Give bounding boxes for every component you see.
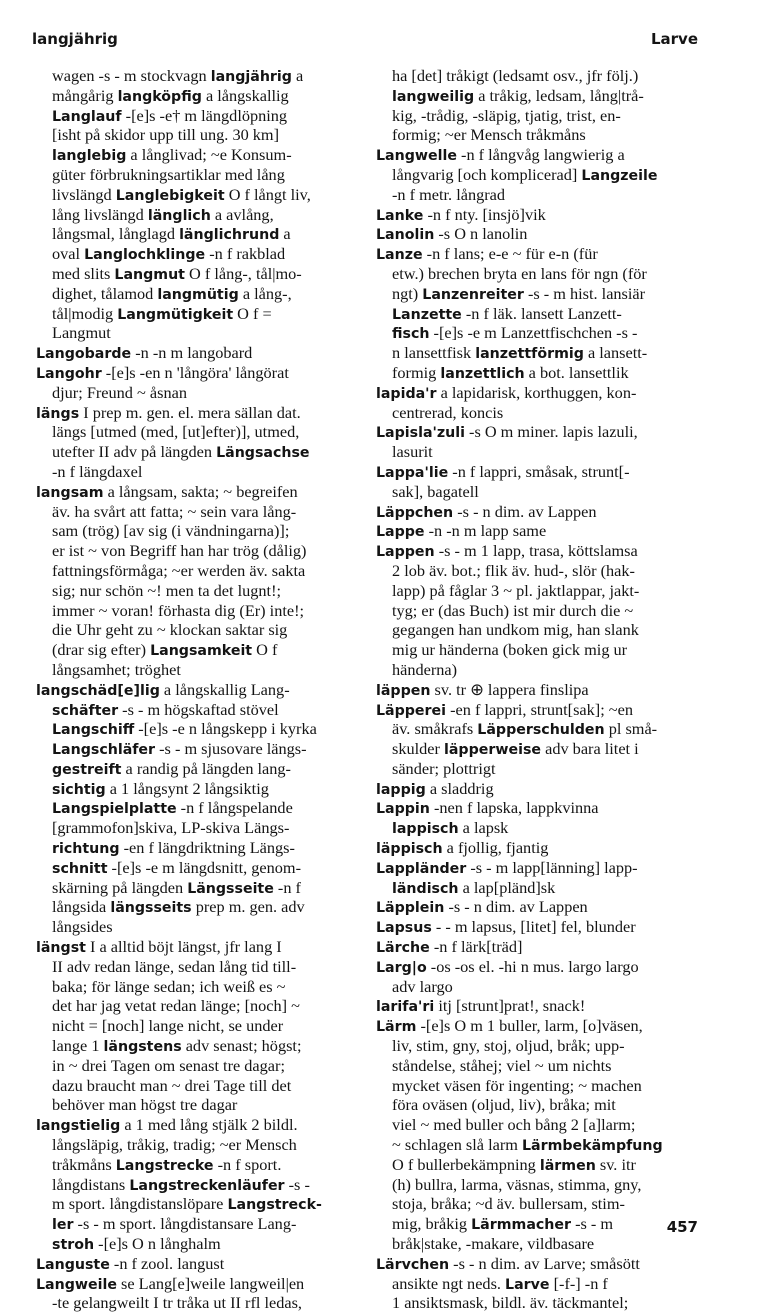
entry-line: tål|modig Langmütigkeit O f = (52, 303, 272, 323)
entry-line: -n f metr. långrad (392, 184, 506, 204)
entry-line: dighet, tålamod langmütig a lång-, (52, 283, 292, 303)
entry-line: mig, bråkig Lärmmacher -s - m (392, 1214, 614, 1234)
entry-line: Lärvchen -s - n dim. av Larve; småsött (376, 1253, 640, 1273)
entry-line: läppisch a fjollig, fjantig (376, 838, 549, 858)
entry-line: långdistans Langstreckenläufer -s - (52, 1174, 310, 1194)
entry-line: güter förbrukningsartiklar med lång (52, 164, 285, 184)
entry-line: ~ schlagen slå larm Lärmbekämpfung (392, 1135, 663, 1155)
entry-line: -te gelangweilt I tr tråka ut II rfl ledas, (52, 1293, 302, 1313)
entry-line: die Uhr geht zu ~ klockan saktar sig (52, 620, 288, 640)
entry-line: ha [det] tråkigt (ledsamt osv., jfr följ.) (392, 66, 639, 85)
entry-line: (h) bullra, larma, väsnas, stimma, gny, (392, 1174, 642, 1194)
entry-line: [grammofon]skiva, LP-skiva Längs- (52, 818, 290, 838)
entry-line: in ~ drei Tagen om senast tre dagar; (52, 1055, 285, 1075)
entry-line: lång livslängd länglich a avlång, (52, 204, 274, 224)
running-head-first-entry: langjährig (32, 30, 118, 48)
entry-line: Langohr -[e]s -en n 'långöra' långörat (36, 362, 289, 382)
entry-line: stroh -[e]s O n långhalm (52, 1234, 221, 1254)
entry-line: Langobarde -n -n m langobard (36, 343, 253, 363)
entry-line: mångårig langköpfig a långskallig (52, 85, 289, 105)
entry-line: tråkmåns Langstrecke -n f sport. (52, 1154, 282, 1174)
entry-line: larifa'ri itj [strunt]prat!, snack! (376, 996, 586, 1016)
entry-line: Languste -n f zool. langust (36, 1253, 225, 1273)
entry-line: II adv redan länge, sedan lång tid till- (52, 956, 297, 976)
entry-line: lapp) på fåglar 3 ~ pl. jaktlappar, jakt- (392, 580, 640, 600)
entry-line: ländisch a lap[pländ]sk (392, 877, 556, 897)
entry-line: bråk|stake, -makare, vildbasare (392, 1234, 595, 1254)
page-number: 457 (666, 1218, 698, 1236)
entry-line: kig, -trådig, -släpig, tjatig, trist, en- (392, 105, 621, 125)
entry-line: läppen sv. tr ⊕ lappera finslipa (376, 679, 589, 699)
entry-line: sänder; plottrigt (392, 758, 496, 778)
entry-line: sam (trög) [av sig (i vändningarna)]; (52, 521, 290, 541)
entry-line: Lappa'lie -n f lappri, småsak, strunt[- (376, 461, 630, 481)
entry-line: etw.) brechen bryta en lans för ngn (för (392, 263, 647, 283)
entry-line: äv. småkrafs Läpperschulden pl små- (392, 719, 658, 739)
entry-line: centrerad, koncis (392, 402, 504, 422)
entry-line: formig lanzettlich a bot. lansettlik (392, 362, 629, 382)
entry-line: Lappländer -s - m lapp[länning] lapp- (376, 857, 638, 877)
entry-line: behöver man högst tre dagar (52, 1095, 238, 1115)
entry-line: Langlauf -[e]s -e† m längdlöpning (52, 105, 288, 125)
entry-line: Lärche -n f lärk[träd] (376, 937, 523, 957)
entry-line: Läppchen -s - n dim. av Lappen (376, 501, 597, 521)
entry-line: adv largo (392, 976, 453, 996)
entry-line: Lapisla'zuli -s O m miner. lapis lazuli, (376, 422, 638, 442)
entry-line: lasurit (392, 442, 433, 462)
entry-line: äv. ha svårt att fatta; ~ sein vara lång- (52, 501, 297, 521)
entry-line: Lanze -n f lans; e-e ~ für e-n (für (376, 244, 598, 264)
entry-line: wagen -s - m stockvagn langjährig a (52, 66, 304, 85)
entry-line: schnitt -[e]s -e m längdsnitt, genom- (52, 857, 301, 877)
entry-line: langlebig a långlivad; ~e Konsum- (52, 145, 292, 165)
entry-line: er ist ~ von Begriff han har trög (dålig) (52, 541, 307, 561)
entry-line: Lanke -n f nty. [insjö]vik (376, 204, 546, 224)
entry-line: långsida längsseits prep m. gen. adv (52, 897, 305, 917)
entry-line: richtung -en f längdriktning Längs- (52, 838, 295, 858)
entry-line: ståndelse, ståhej; viel ~ um nichts (392, 1055, 612, 1075)
entry-line: baka; för länge sedan; ich weiß es ~ (52, 976, 286, 996)
entry-line: gestreift a randig på längden lang- (52, 758, 291, 778)
entry-line: 1 ansiktsmask, bildl. äv. täckmantel; (392, 1293, 629, 1313)
entry-line: schäfter -s - m högskaftad stövel (52, 699, 279, 719)
entry-line: [isht på skidor upp till ung. 30 km] (52, 125, 280, 145)
entry-line: ngt) Lanzenreiter -s - m hist. lansiär (392, 283, 646, 303)
entry-line: (drar sig efter) Langsamkeit O f (52, 640, 278, 660)
entry-line: Lappe -n -n m lapp same (376, 521, 547, 541)
entry-line: längst I a alltid böjt längst, jfr lang I (36, 937, 282, 957)
entry-line: längs [utmed (med, [ut]efter)], utmed, (52, 422, 300, 442)
entry-line: oval Langlochklinge -n f rakblad (52, 244, 286, 264)
entry-line: nicht = [noch] lange nicht, se under (52, 1016, 284, 1036)
entry-line: längs I prep m. gen. el. mera sällan dat. (36, 402, 301, 422)
entry-line: 2 lob äv. bot.; flik äv. hud-, slör (hak- (392, 560, 635, 580)
running-head-last-entry: Larve (650, 30, 698, 48)
entry-line: lappisch a lapsk (392, 818, 509, 838)
entry-line: langstielig a 1 med lång stjälk 2 bildl. (36, 1115, 298, 1135)
entry-line: med slits Langmut O f lång-, tål|mo- (52, 263, 302, 283)
entry-line: långvarig [och komplicerad] Langzeile (392, 164, 658, 184)
entry-line: Lanolin -s O n lanolin (376, 224, 528, 244)
entry-line: Lappen -s - m 1 lapp, trasa, köttslamsa (376, 541, 638, 561)
entry-line: Larg|o -os -os el. -hi n mus. largo largo (376, 956, 639, 976)
entry-line: Langschläfer -s - m sjusovare längs- (52, 739, 307, 759)
entry-line: n lansettfisk lanzettförmig a lansett- (392, 343, 648, 363)
entry-line: Langwelle -n f långvåg langwierig a (376, 145, 625, 165)
entry-line: livslängd Langlebigkeit O f långt liv, (52, 184, 311, 204)
entry-line: dazu braucht man ~ drei Tage till det (52, 1075, 292, 1095)
entry-line: fattningsförmåga; ~er werden äv. sakta (52, 560, 306, 580)
entry-line: djur; Freund ~ åsnan (52, 382, 187, 402)
entry-line: immer ~ voran! förhasta dig (Er) inte!; (52, 600, 305, 620)
entry-line: Lapsus - - m lapsus, [litet] fel, blunder (376, 917, 636, 937)
entry-line: sig; nur schön ~! men ta det lugnt!; (52, 580, 282, 600)
entry-line: mycket väsen för ingenting; ~ machen (392, 1075, 642, 1095)
entry-line: Lappin -nen f lapska, lappkvinna (376, 798, 599, 818)
entry-line: gegangen han undkom mig, han slank (392, 620, 639, 640)
entry-line: O f bullerbekämpning lärmen sv. itr (392, 1154, 636, 1174)
entry-line: lange 1 längstens adv senast; högst; (52, 1036, 302, 1056)
entry-line: händerna) (392, 659, 458, 679)
entry-line: fisch -[e]s -e m Lanzettfischchen -s - (392, 323, 638, 343)
entry-line: Lärm -[e]s O m 1 buller, larm, [o]väsen, (376, 1016, 643, 1036)
entry-line: langweilig a tråkig, ledsam, lång|trå- (392, 85, 644, 105)
entry-line: formig; ~er Mensch tråkmåns (392, 125, 586, 145)
entry-line: Langweile se Lang[e]weile langweil|en (36, 1273, 305, 1293)
entry-line: Langschiff -[e]s -e n långskepp i kyrka (52, 719, 317, 739)
entry-line: långsides (52, 917, 113, 937)
running-head (32, 30, 698, 52)
entry-line: det har jag vetat redan länge; [noch] ~ (52, 996, 300, 1016)
entry-line: mig ur händerna (boken gick mig ur (392, 640, 628, 660)
entry-line: langsam a långsam, sakta; ~ begreifen (36, 481, 298, 501)
entry-line: skärning på längden Längsseite -n f (52, 877, 301, 897)
entry-line: Läpplein -s - n dim. av Lappen (376, 897, 588, 917)
entry-line: lappig a sladdrig (376, 778, 494, 798)
entry-line: skulder läpperweise adv bara litet i (392, 739, 639, 759)
entry-line: liv, stim, gny, stoj, oljud, bråk; upp- (392, 1036, 625, 1056)
entry-line: Langspielplatte -n f långspelande (52, 798, 293, 818)
entry-line: sak], bagatell (392, 481, 479, 501)
entry-line: långsmal, långlagd länglichrund a (52, 224, 291, 244)
entry-line: m sport. långdistanslöpare Langstreck- (52, 1194, 322, 1214)
entry-line: lapida'r a lapidarisk, korthuggen, kon- (376, 382, 637, 402)
entry-line: tyg; er (das Buch) ist mir durch die ~ (392, 600, 634, 620)
entry-line: Lanzette -n f läk. lansett Lanzett- (392, 303, 622, 323)
entry-line: ler -s - m sport. långdistansare Lang- (52, 1214, 297, 1234)
entry-line: viel ~ med buller och bång 2 [a]larm; (392, 1115, 636, 1135)
entry-line: långsamhet; tröghet (52, 659, 181, 679)
right-column (376, 66, 698, 1313)
entry-line: langschäd[e]lig a långskallig Lang- (36, 679, 290, 699)
entry-line: utefter II adv på längden Längsachse (52, 442, 310, 462)
entry-line: stoja, bråka; ~d äv. bullersam, stim- (392, 1194, 625, 1214)
left-column (36, 66, 356, 1313)
entry-line: långsläpig, tråkig, tradig; ~er Mensch (52, 1135, 297, 1155)
entry-line: -n f längdaxel (52, 461, 143, 481)
entry-line: Läpperei -en f lappri, strunt[sak]; ~en (376, 699, 633, 719)
entry-line: föra oväsen (oljud, liv), bråka; mit (392, 1095, 616, 1115)
entry-line: sichtig a 1 långsynt 2 långsiktig (52, 778, 269, 798)
entry-line: Langmut (52, 323, 111, 343)
entry-line: ansikte ngt neds. Larve [-f-] -n f (392, 1273, 608, 1293)
